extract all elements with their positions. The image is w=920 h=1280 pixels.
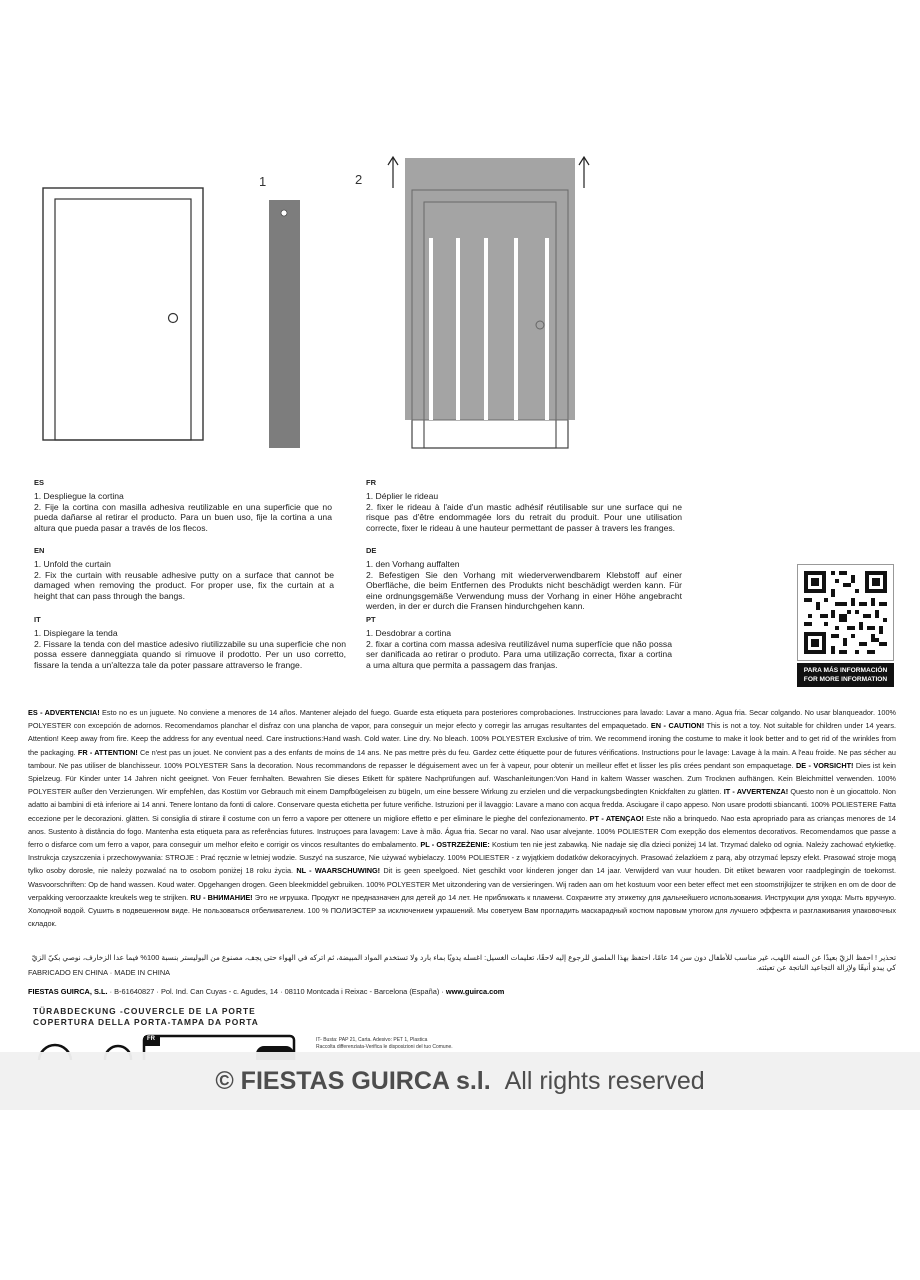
language-code: ES [34,478,45,487]
warning-head-pt: PT - ATENÇAO! [589,813,644,823]
adhesive-strip-illustration [269,200,300,448]
instruction-step-2: 2. Befestigen Sie den Vorhang mit wiederverwendbarem Klebstoff auf einer Oberfläche, die beim Entfernen des Produkts nicht beschädigt werden kann. Für eine ordnungsgemäße Verwendung muss der Vorhang in einer Höhe angebracht werden, in der er durch die Fransen hindurchgehen kann. [366,569,682,612]
step-2-number: 2 [355,172,363,187]
triman-badge: FR [147,1036,155,1042]
language-code: PT [366,615,376,624]
warning-head-ru: RU - ВНИМАНИЕ! [190,892,253,902]
warning-text-ru: Это не игрушка. Продукт не предназначен для детей до 14 лет. Не приближать к пламени. Сохраните эту этикетку для дальнейшего использования. Инструкции для ухода: Мыть вручную. Холодной водой. Сушить в подвешенном виде. Не пользоваться отбеливателем. 100 % ПОЛИЭСТЕР за исключением украшений. Мы советуем Вам прогладить маскарадный костюм паровым утюгом для лучшего эффекта и разглаживания упаковочных складок. [28,892,897,929]
installation-illustrations [0,150,920,460]
qr-info-block [797,564,894,687]
instruction-step-1: 1. Dispiegare la tenda [34,628,118,639]
warning-text-pt: Este não a brinquedo. Nao esta apropriado para as crianças menores de 14 anos. Sustento à distância do fogo. Mantenha esta etiqueta para as referências futures. Instruçoes para lavagem: Lave à mão. Água fria. Secar no varal. Nao usar alvejante. 100% POLIESTER Com exepção dos elementos decorativos. Recomendamos que passe a ferro o disfarce com um ferro a vapor, para conseguir um melhor efeito e corrigir os vincos resultantes do embalamento. [28,813,896,850]
warnings-paragraph [28,706,896,930]
copyright-watermark [0,1052,920,1110]
warning-text-it: Questo non è un giocattolo. Non adatto ai bambini di età inferiore ai 14 anni. Tenere lontano da fonti di calore. Conservare questa etichetta per future verifiche. Istruzioni per il lavaggio: Lavare a mano con acqua fredda. Asciugare il capo appeso. Non usare prodotti sbiancanti. 100% POLIESTERE Fatta eccezione per le decorazioni. glätten. Si consiglia di stirare il costume con un ferro a vapore per ottenere un migliore effetto e per eliminare le pieghe del confezionamento. [28,787,896,823]
instructions-en [34,546,334,601]
instructions-fr [366,478,682,533]
company-details: · B-61640827 · Pol. Ind. Can Cuyas - c. Agudes, 14 · 08110 Montcada i Reixac - Barcelona (España) · [107,987,446,996]
recycling-note-line-1: IT- Busta: PAP 21, Carta. Adesivo: PET 1, Plastica [316,1037,428,1043]
warning-head-nl: NL - WAARSCHUWING! [296,866,381,876]
instruction-step-2: 2. fixer le rideau à l'aide d'un mastic adhésif réutilisable sur une surface qui ne risque pas d'être endommagée lors du retrait du produit. Pour une utilisation correcte, fixer le rideau à une hauteur permettant de passer à travers les franges. [366,501,682,533]
qr-caption-en: FOR MORE INFORMATION [803,676,888,683]
instruction-step-1: 1. Despliegue la cortina [34,491,124,502]
warning-text-nl: Dit is geen speelgoed. Niet geschikt voor kinderen jonger dan 14 jaar. Verwijderd van vuur houden. Dit etiket bewaren voor raadplegingin de toekomst. Wasvoorschriften: Op de hand wassen. Koud water. Opgehangen drogen. Geen bleekmiddel gebruiken. 100% POLYESTER Met uitzondering van de versieringen. Wij raden aan om het kostuum voor een beter effect met een stoomstrijkijzer te strijken en om de door de verpakking veroorzaakte kreukels weg te strijken. [28,866,897,902]
warning-text-es: Esto no es un juguete. No conviene a menores de 14 años. Mantener alejado del fuego. Guarde esta etiqueta para posteriores comprobaciones. Instrucciones para lavado: Lavar a mano. Agua fria. Secar colgando. No usar blanqueador. 100% POLYESTER con excepción de adornos. Recomendamos planchar el disfraz con una plancha de vapor, para conseguir un mejor efecto y corregir las arrugas resultantes del empaquetado. [28,708,896,731]
instruction-step-2: 2. Fije la cortina con masilla adhesiva reutilizable en una superficie que no pueda dañarse al retirar el producto. Para un buen uso, fije la cortina a una altura que pueda pasar a través de los flecos. [34,501,332,533]
door-knob-icon [169,314,178,323]
product-title-line-1: TÜRABDECKUNG -COUVERCLE DE LA PORTE [33,1006,256,1016]
door-illustration [43,188,203,440]
warning-head-en: EN - CAUTION! [650,721,705,731]
instruction-step-1: 1. den Vorhang auffalten [366,559,460,570]
qr-caption [797,663,894,687]
company-name: FIESTAS GUIRCA, S.L. [28,987,108,996]
watermark-rights: All rights reserved [504,1067,705,1095]
curtain-on-door-illustration [388,157,589,448]
qr-code-icon [798,565,893,660]
instruction-step-2: 2. Fissare la tenda con del mastice adesivo riutilizzabile su una superficie che non possa essere danneggiata quando si rimuove il prodotto. Per un uso corretto, fissare la tenda a un'altezza tale da poter passare attraverso le frange. [34,638,346,670]
instruction-step-2: 2. fixar a cortina com massa adesiva reutilizável numa superfície que não possa ser danificada ao retirar o produto. Para uma utilização correcta, fixar a cortina a uma altura que permita a passagem das franjas. [366,638,672,670]
instruction-step-1: 1. Déplier le rideau [366,491,439,502]
warning-text-ar: تحذير ! احفظ الزيّ بعيدًا عن السنه اللهب، غير مناسب للأطفال دون سن 14 عامًا، احتفظ بهذا الملصق للرجوع إليه لاحقًا، تعليمات الغسيل: اغسله يدويًا بماء بارد ولا تستخدم المواد المبيضة، ثم اتركه في الهواء حتى يجف، مصنوع من البوليستر بنسبة 100% فيما عدا الزخارف، نوصي بكيّ الزيّ كي يبدو أنيقًا ولإزالة التجاعيد الناتجة عن تعبئته. [31,953,896,972]
qr-caption-es: PARA MÁS INFORMACIÓN [803,667,888,674]
warning-head-it: IT - AVVERTENZA! [723,787,789,797]
watermark-brand: © FIESTAS GUIRCA s.l. [215,1067,491,1095]
step-1-number: 1 [259,174,267,189]
instructions-de [366,546,682,611]
instructions-pt [366,615,672,670]
language-code: FR [366,478,376,487]
product-title-line-2: COPERTURA DELLA PORTA-TAMPA DA PORTA [33,1017,259,1027]
warning-head-fr: FR - ATTENTION! [77,747,138,757]
language-code: IT [34,615,41,624]
instructions-it [34,615,346,670]
warning-text-de: Dies ist kein Spielzeug. Für Kinder unter 14 Jahren nicht geeignet. Von Feuer fernhalten. Bewahren Sie dieses Etikett für spätere Nachprüfungen auf. Waschanleitungen:Von Hand in kaltem Wasser waschen. Zum Trocknen aufhängen. Kein Bleichmittel verwenden. 100% POLYESTER außer den Verzierungen. Wir empfehlen, das Kostüm vor Gebrauch mit einem Dampfbügeleisen zu bügeln, um eine bessere Wirkung zu erzielen und die verpackungsbedingten Knickfalten zu glätten. [28,760,896,797]
warning-head-es: ES - ADVERTENCIA! [28,708,100,717]
instruction-step-1: 1. Unfold the curtain [34,559,111,570]
warning-text-fr: Ce n'est pas un jouet. Ne convient pas a des enfants de moins de 14 ans. Ne pas mettre près du feu. Gardez cette étiquette pour de futures vérifications. Instructions pour le lavage: Lavage à la main. A l'eau froide. Ne pas sécher au tambour. Ne pas utiliser de blanchisseur. 100% POLYESTER Sans la decoration. Nous recommandons de repasser le déguisement avec un fer à vapeur, pour obtenir un meilleur effet et lisser les plis crées pendant son empaquetage. [28,747,896,770]
instruction-step-1: 1. Desdobrar a cortina [366,628,452,639]
qr-code[interactable] [797,564,894,661]
recycling-note [316,1037,453,1051]
warning-text-en: This is not a toy. Not suitable for children under 14 years. Attention! Keep away from fire. Keep the address for any eventual need. Care instructions:Hand wash. Cold water. Line dry. No bleach. 100% POLYESTER Exclusive of trim. We recommend ironing the costume to make it look better and to get rid of the wrinkles from the packaging. [28,721,897,757]
company-website-link[interactable]: www.guirca.com [445,987,505,996]
language-code: EN [34,546,45,555]
warning-text-pl: Kostium ten nie jest zabawką. Nie nadaje się dla dzieci poniżej 14 lat. Trzymać daleko od ognia. Należy zachować etykietkę. Instrukcja czyszczenia i przechowywania: STROJE : Prać ręcznie w letniej wodzie. Suszyć na suszarce, Nie używać wybielaczy. 100% POLIESTER - z wyjątkiem dodatków dekoracyjnych. Prasować żelazkiem z parą, aby otrzymać lepszy efekt. Prasować stroje mogą tylko osoby dorosłe, nie należy pozwalać na to osobom poniżej 18 roku życia. [28,840,896,876]
warning-head-de: DE - VORSICHT! [795,760,854,770]
made-in-label: FABRICADO EN CHINA · MADE IN CHINA [28,968,171,977]
warning-head-pl: PL - OSTRZEŻENIE: [420,840,490,850]
language-code: DE [366,546,377,555]
recycling-note-line-2: Raccolta differenziata-Verifica le disposizioni del tuo Comune. [316,1044,453,1050]
company-info [28,987,504,996]
instruction-step-2: 2. Fix the curtain with reusable adhesive putty on a surface that cannot be damaged when removing the product. For proper use, fix the curtain at a height that can pass through the bangs. [34,569,334,601]
instructions-es [34,478,332,533]
